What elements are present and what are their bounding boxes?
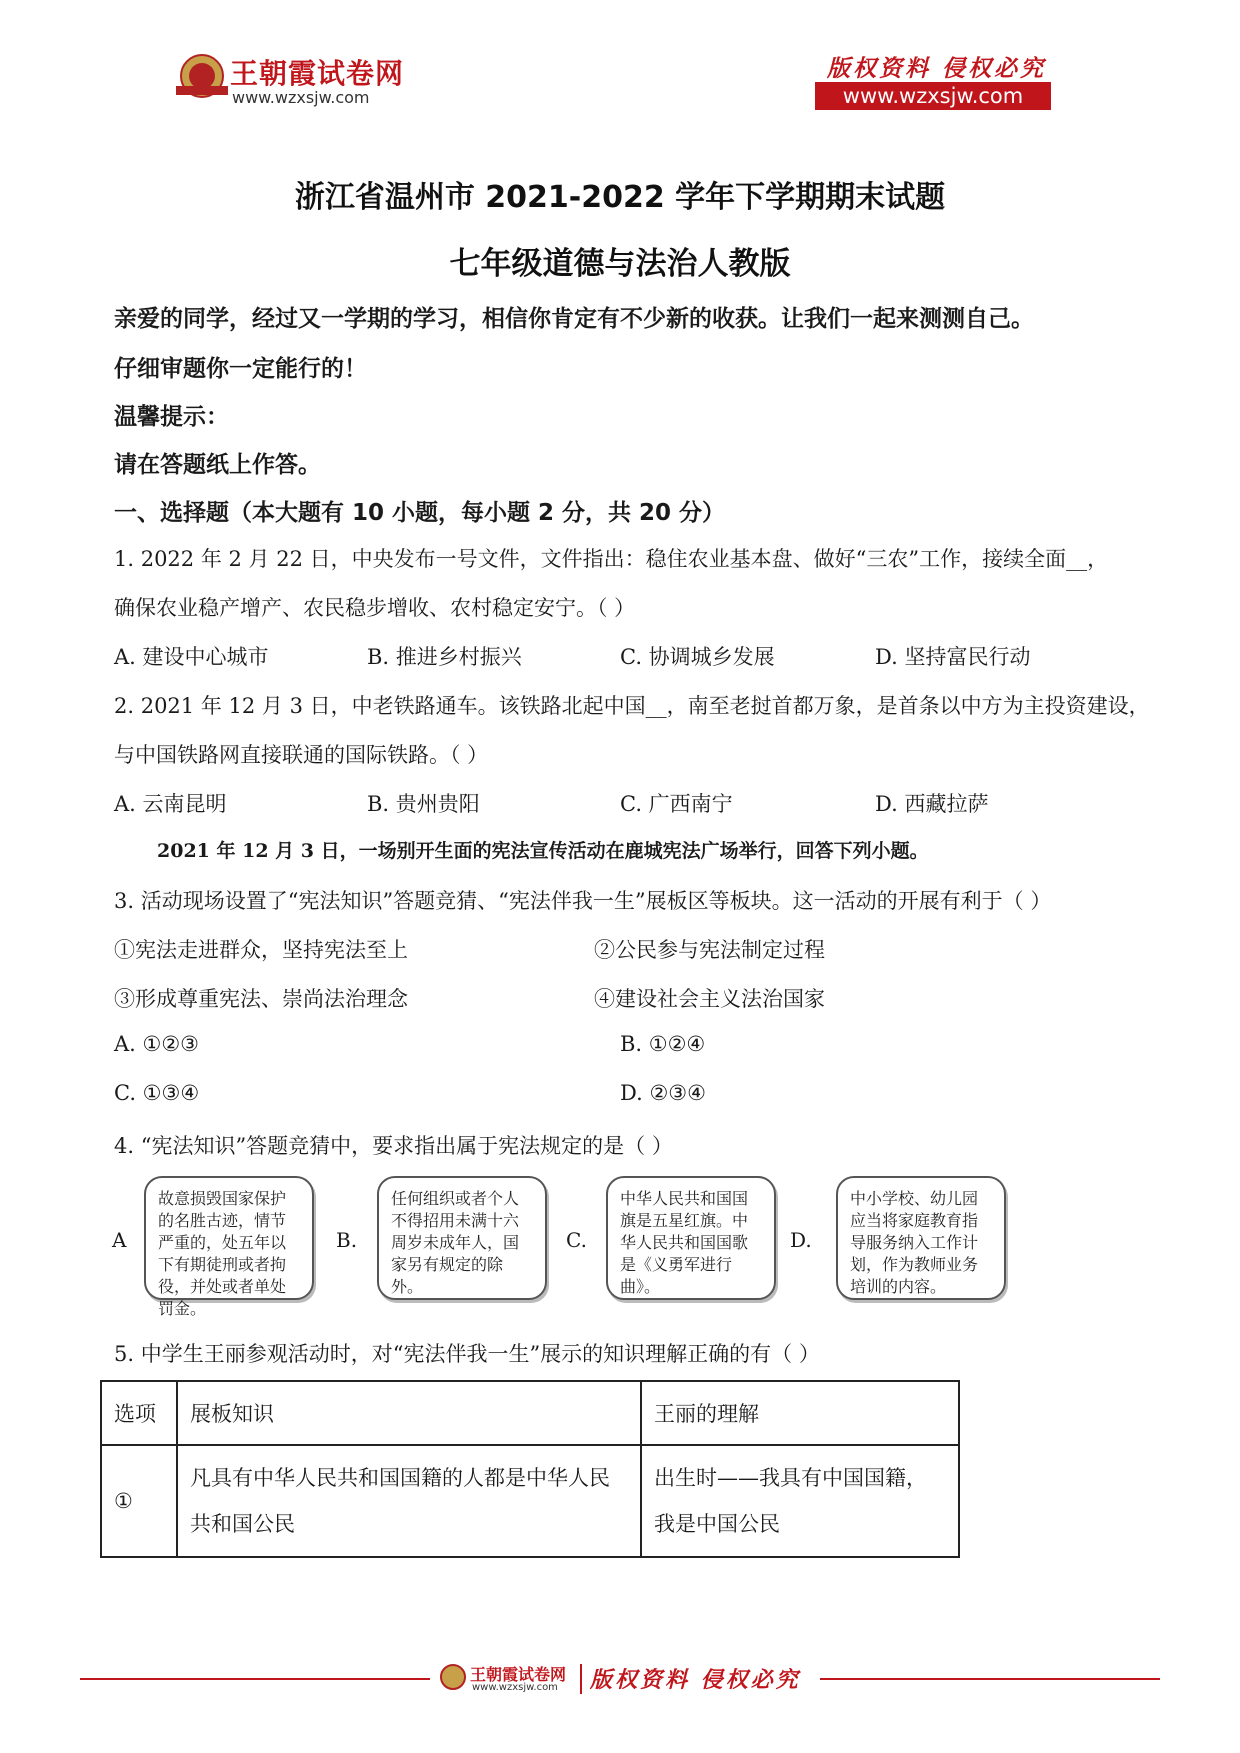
q3-option-d: D. ②③④ <box>620 1081 706 1105</box>
tip-text: 请在答题纸上作答。 <box>114 452 321 478</box>
q5-table <box>100 1380 960 1558</box>
q3-item-2: ②公民参与宪法制定过程 <box>594 938 825 962</box>
tip-label: 温馨提示： <box>114 404 229 430</box>
url-banner: www.wzxsjw.com <box>815 82 1051 110</box>
q1-option-b: B. 推进乡村振兴 <box>367 645 522 669</box>
q5-stem: 5. 中学生王丽参观活动时，对“宪法伴我一生”展示的知识理解正确的有（ ） <box>114 1342 820 1366</box>
q4-box-a: 故意损毁国家保护的名胜古迹，情节严重的，处五年以下有期徒刑或者拘役，并处或者单处罚金。 <box>144 1176 314 1300</box>
q1-stem-line-1: 1. 2022 年 2 月 22 日，中央发布一号文件，文件指出：稳住农业基本盘、做好“三农”工作，接续全面__， <box>114 547 1109 571</box>
table-header-understanding: 王丽的理解 <box>641 1381 959 1445</box>
footer-copyright: 版权资料 侵权必究 <box>590 1667 801 1693</box>
table-cell-understanding: 出生时——我具有中国国籍，我是中国公民 <box>641 1445 959 1557</box>
q3-item-4: ④建设社会主义法治国家 <box>594 987 825 1011</box>
q4-label-c: C. <box>566 1228 587 1252</box>
table-header-option: 选项 <box>101 1381 177 1445</box>
q4-stem: 4. “宪法知识”答题竞猜中，要求指出属于宪法规定的是（ ） <box>114 1134 673 1158</box>
footer-divider <box>580 1664 582 1694</box>
q2-stem-line-1: 2. 2021 年 12 月 3 日，中老铁路通车。该铁路北起中国__，南至老挝首都万象，是首条以中方为主投资建设， <box>114 694 1150 718</box>
footer-seal-icon <box>440 1664 466 1690</box>
q4-box-b: 任何组织或者个人不得招用未满十六周岁未成年人，国家另有规定的除外。 <box>377 1176 547 1300</box>
q1-stem-line-2: 确保农业稳产增产、农民稳步增收、农村稳定安宁。（ ） <box>114 596 636 620</box>
page-title: 浙江省温州市 2021-2022 学年下学期期末试题 <box>294 180 946 215</box>
q3-option-a: A. ①②③ <box>114 1032 199 1056</box>
q4-box-c: 中华人民共和国国旗是五星红旗。中华人民共和国国歌是《义勇军进行曲》。 <box>606 1176 776 1300</box>
q3-item-1: ①宪法走进群众，坚持宪法至上 <box>114 938 408 962</box>
q3-option-b: B. ①②④ <box>620 1032 706 1056</box>
intro-line-1: 亲爱的同学，经过又一学期的学习，相信你肯定有不少新的收获。让我们一起来测测自己。 <box>114 306 1034 332</box>
q2-option-d: D. 西藏拉萨 <box>875 792 989 816</box>
q4-box-d: 中小学校、幼儿园应当将家庭教育指导服务纳入工作计划，作为教师业务培训的内容。 <box>836 1176 1006 1300</box>
footer-logo <box>440 1660 580 1696</box>
brand-name: 王朝霞试卷网 <box>230 57 405 90</box>
footer-brand-url: www.wzxsjw.com <box>472 1682 558 1693</box>
footer-rule-right <box>820 1678 1160 1680</box>
footer-brand-name: 王朝霞试卷网 <box>470 1665 567 1684</box>
q1-option-a: A. 建设中心城市 <box>114 645 269 669</box>
q3-option-c: C. ①③④ <box>114 1081 200 1105</box>
brand-ribbon <box>176 86 228 95</box>
brand-logo <box>180 52 410 112</box>
q2-option-b: B. 贵州贵阳 <box>367 792 480 816</box>
section-heading: 一、选择题（本大题有 10 小题，每小题 2 分，共 20 分） <box>114 500 726 526</box>
q4-label-a: A <box>112 1228 127 1252</box>
footer-rule-left <box>80 1678 430 1680</box>
q4-label-b: B. <box>336 1228 358 1252</box>
q1-option-c: C. 协调城乡发展 <box>620 645 775 669</box>
table-row <box>101 1445 959 1557</box>
page-subtitle: 七年级道德与法治人教版 <box>449 246 791 282</box>
q2-option-c: C. 广西南宁 <box>620 792 733 816</box>
q3-item-3: ③形成尊重宪法、崇尚法治理念 <box>114 987 408 1011</box>
intro-line-2: 仔细审题你一定能行的！ <box>114 356 367 382</box>
q4-label-d: D. <box>790 1228 812 1252</box>
copyright-text: 版权资料 侵权必究 <box>827 55 1047 82</box>
table-cell-knowledge: 凡具有中华人民共和国国籍的人都是中华人民共和国公民 <box>177 1445 641 1557</box>
q2-option-a: A. 云南昆明 <box>114 792 227 816</box>
copyright-block <box>815 50 1055 112</box>
table-header-knowledge: 展板知识 <box>177 1381 641 1445</box>
table-cell-option: ① <box>101 1445 177 1557</box>
material-text: 2021 年 12 月 3 日，一场别开生面的宪法宣传活动在鹿城宪法广场举行，回答下列小题。 <box>157 840 929 862</box>
q3-stem: 3. 活动现场设置了“宪法知识”答题竞猜、“宪法伴我一生”展板区等板块。这一活动的开展有利于（ ） <box>114 889 1052 913</box>
q2-stem-line-2: 与中国铁路网直接联通的国际铁路。（ ） <box>114 743 489 767</box>
brand-url: www.wzxsjw.com <box>232 88 370 107</box>
q1-option-d: D. 坚持富民行动 <box>875 645 1031 669</box>
table-header-row <box>101 1381 959 1445</box>
